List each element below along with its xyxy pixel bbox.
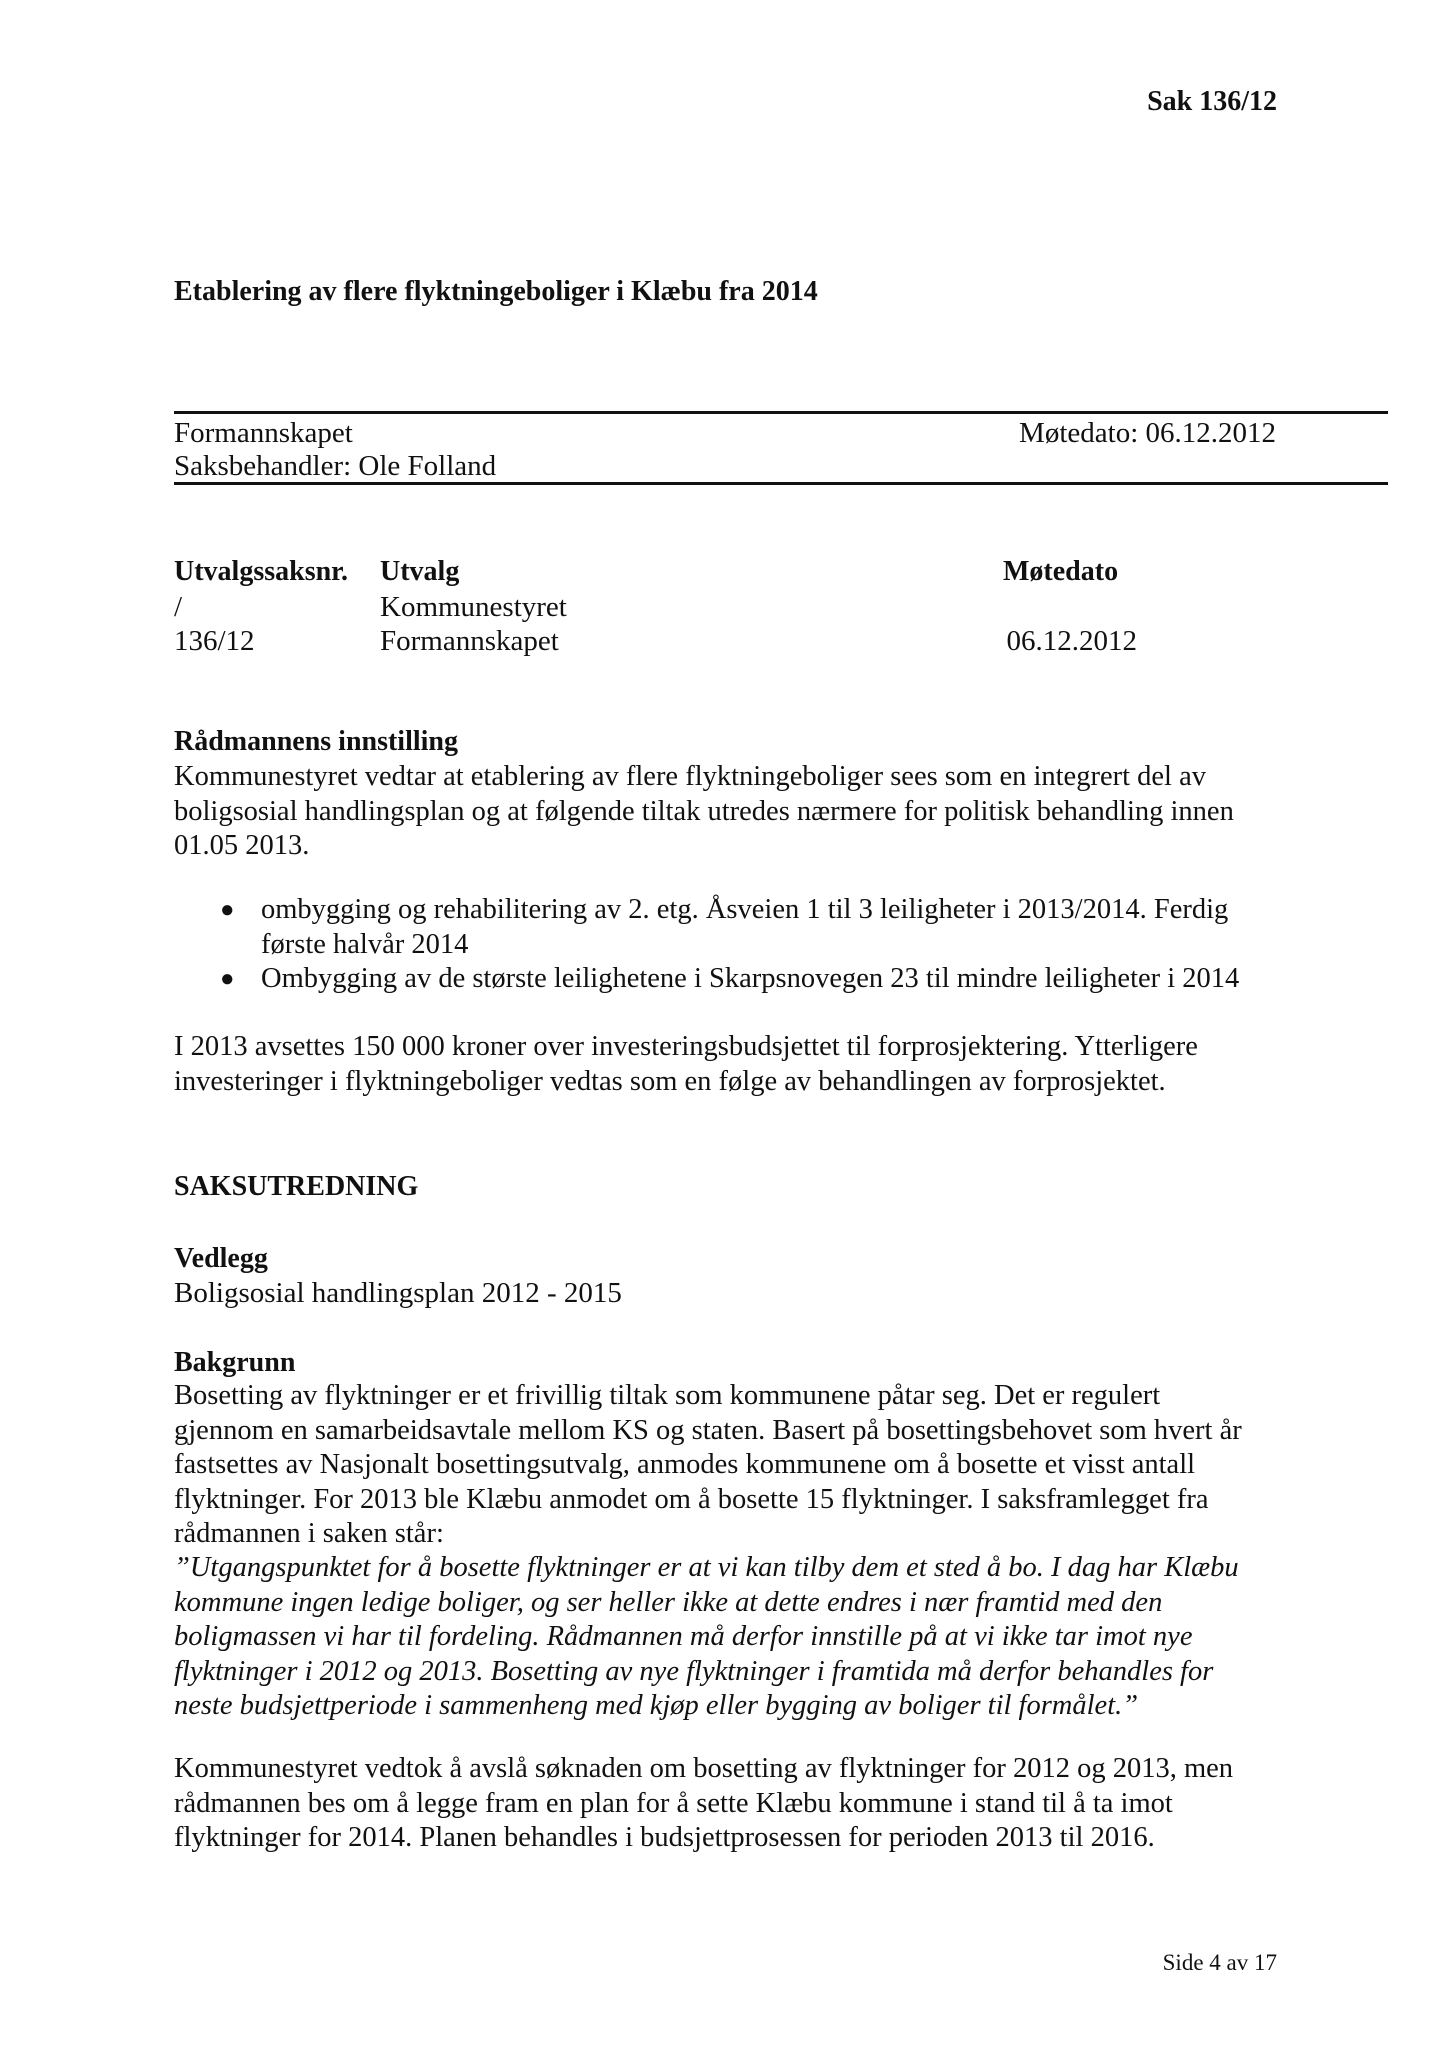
meta-top-rule xyxy=(174,411,1388,414)
list-item-line: Ombygging av de største leilighetene i Skarpsnovegen 23 til mindre leiligheter i 2014 xyxy=(261,963,1240,994)
meta-committee: Formannskapet xyxy=(174,417,353,449)
quote-block xyxy=(174,1551,1304,1724)
list-item-line: første halvår 2014 xyxy=(261,929,469,960)
background-text xyxy=(174,1379,1304,1552)
case-table-row-2-caseno: 136/12 xyxy=(174,625,255,657)
background-line: rådmannen i saken står: xyxy=(174,1518,444,1549)
decision-line: flyktninger for 2014. Planen behandles i budsjettprosessen for perioden 2013 til 2016. xyxy=(174,1822,1155,1853)
bullet-icon: ● xyxy=(220,897,235,923)
page-number: Side 4 av 17 xyxy=(1162,1950,1277,1975)
recommendation-heading: Rådmannens innstilling xyxy=(174,726,458,757)
background-line: flyktninger. For 2013 ble Klæbu anmodet om å bosette 15 flyktninger. I saksframlegget fra xyxy=(174,1483,1209,1515)
recommendation-text xyxy=(174,760,1304,864)
closing-line: investeringer i flyktningeboliger vedtas som en følge av behandlingen av forprosjektet. xyxy=(174,1065,1166,1097)
background-line: Bosetting av flyktninger er et frivillig tiltak som kommunene påtar seg. Det er regulert xyxy=(174,1380,1161,1411)
case-table-header-committee: Utvalg xyxy=(380,556,460,587)
decision-line: rådmannen bes om å legge fram en plan for å sette Klæbu kommune i stand til å ta imot xyxy=(174,1787,1173,1819)
background-line: fastsettes av Nasjonalt bosettingsutvalg, anmodes kommunene om å bosette et visst antall xyxy=(174,1449,1196,1480)
meta-case-officer: Saksbehandler: Ole Folland xyxy=(174,450,497,482)
case-number: Sak 136/12 xyxy=(1147,86,1277,117)
report-heading: SAKSUTREDNING xyxy=(174,1171,419,1202)
case-table-header-date: Møtedato xyxy=(1003,556,1119,587)
decision-text xyxy=(174,1752,1304,1856)
attachments-heading: Vedlegg xyxy=(174,1243,268,1274)
quote-line: boligmassen vi har til fordeling. Rådmannen må derfor innstille på at vi ikke tar imot nye xyxy=(174,1621,1193,1652)
quote-line: ”Utgangspunktet for å bosette flyktninger er at vi kan tilby dem et sted å bo. I dag har Klæbu xyxy=(174,1552,1239,1583)
list-item xyxy=(261,961,1239,996)
attachment-item: Boligsosial handlingsplan 2012 - 2015 xyxy=(174,1277,622,1309)
case-table-header-caseno: Utvalgssaksnr. xyxy=(174,556,349,587)
list-item-line: ombygging og rehabilitering av 2. etg. Åsveien 1 til 3 leiligheter i 2013/2014. Ferdig xyxy=(261,894,1229,925)
quote-line: flyktninger i 2012 og 2013. Bosetting av nye flyktninger i framtida må derfor behandles for xyxy=(174,1655,1214,1687)
case-table-row-1-committee: Kommunestyret xyxy=(380,591,567,623)
bullet-icon: ● xyxy=(220,966,235,992)
background-line: gjennom en samarbeidsavtale mellom KS og staten. Basert på bosettingsbehovet som hvert år xyxy=(174,1414,1242,1446)
meta-meeting-date: Møtedato: 06.12.2012 xyxy=(1019,417,1276,449)
document-title: Etablering av flere flyktningeboliger i Klæbu fra 2014 xyxy=(174,276,818,307)
case-table-row-2-committee: Formannskapet xyxy=(380,625,559,657)
background-heading: Bakgrunn xyxy=(174,1347,296,1378)
recommendation-line: Kommunestyret vedtar at etablering av flere flyktningeboliger sees som en integrert del av xyxy=(174,761,1206,792)
quote-line: neste budsjettperiode i sammenheng med kjøp eller bygging av boliger til formålet.” xyxy=(174,1690,1139,1721)
recommendation-line: boligsosial handlingsplan og at følgende tiltak utredes nærmere for politisk behandling innen xyxy=(174,795,1234,827)
case-table-row-2-date: 06.12.2012 xyxy=(1006,625,1137,657)
list-item xyxy=(261,892,1228,962)
recommendation-line: 01.05 2013. xyxy=(174,830,310,861)
quote-line: kommune ingen ledige boliger, og ser heller ikke at dette endres i nær framtid med den xyxy=(174,1586,1163,1618)
case-table-row-1-caseno: / xyxy=(174,591,183,623)
decision-line: Kommunestyret vedtok å avslå søknaden om bosetting av flyktninger for 2012 og 2013, men xyxy=(174,1753,1234,1784)
recommendation-closing xyxy=(174,1030,1304,1099)
closing-line: I 2013 avsettes 150 000 kroner over investeringsbudsjettet til forprosjektering. Ytterligere xyxy=(174,1031,1198,1062)
meta-bottom-rule xyxy=(174,482,1388,485)
